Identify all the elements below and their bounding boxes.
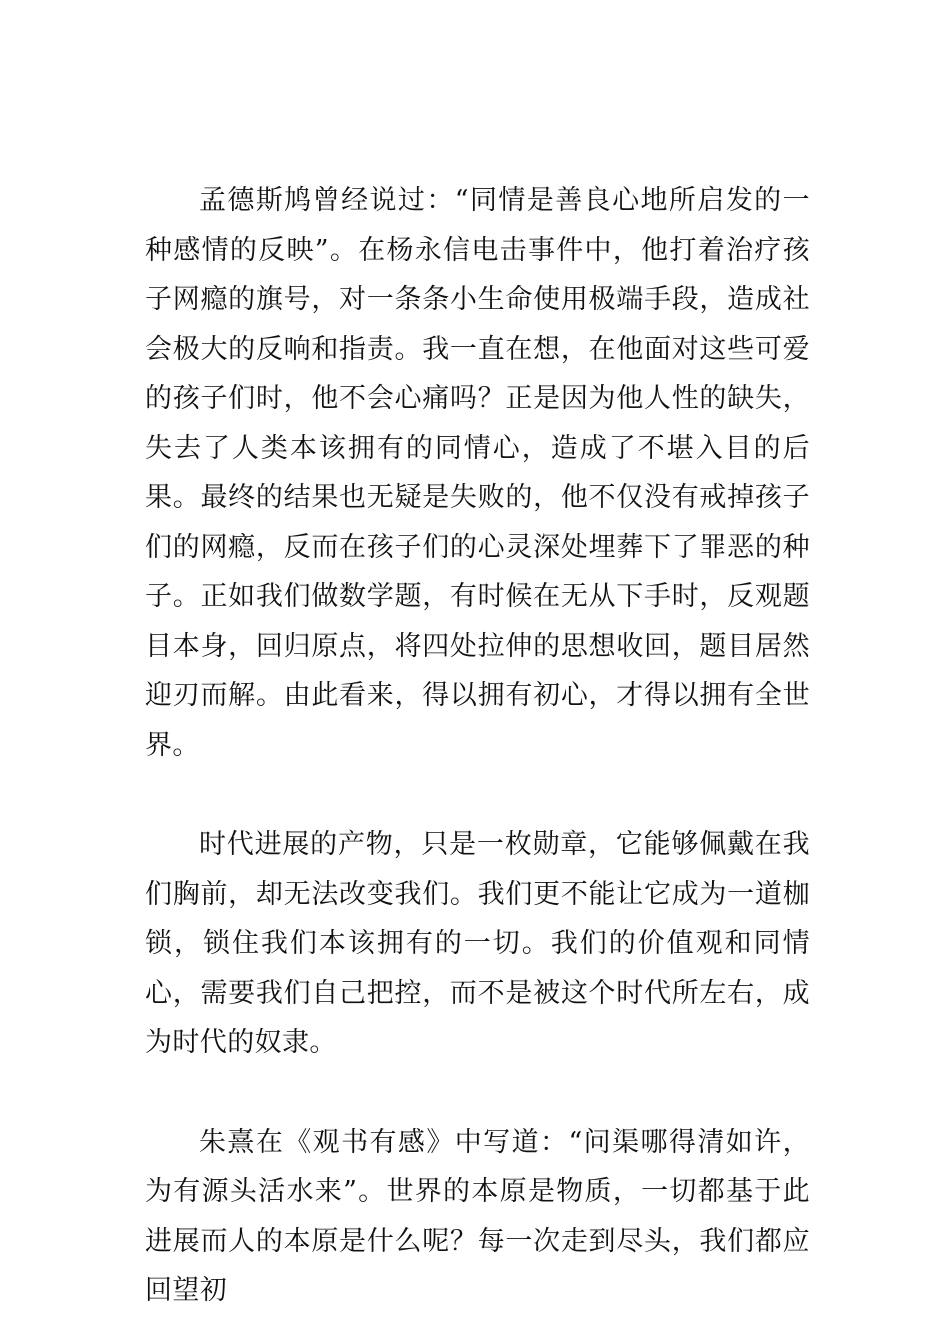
- paragraph-spacer: [145, 1068, 810, 1118]
- paragraph-2: 时代进展的产物，只是一枚勋章，它能够佩戴在我们胸前，却无法改变我们。我们更不能让它成为一道枷锁，锁住我们本该拥有的一切。我们的价值观和同情心，需要我们自己把控，而不是被这个时代所左右，成为时代的奴隶。: [145, 829, 810, 1058]
- paragraph-3: 朱熹在《观书有感》中写道：“问渠哪得清如许，为有源头活水来”。世界的本原是物质，一切都基于此进展而人的本原是什么呢？每一次走到尽头，我们都应回望初: [145, 1126, 810, 1306]
- paragraph-1: 孟德斯鸠曾经说过：“同情是善良心地所启发的一种感情的反映”。在杨永信电击事件中，他打着治疗孩子网瘾的旗号，对一条条小生命使用极端手段，造成社会极大的反响和指责。我一直在想，在他面对这些可爱的孩子们时，他不会心痛吗？正是因为他人性的缺失，失去了人类本该拥有的同情心，造成了不堪入目的后果。最终的结果也无疑是失败的，他不仅没有戒掉孩子们的网瘾，反而在孩子们的心灵深处埋葬下了罪恶的种子。正如我们做数学题，有时候在无从下手时，反观题目本身，回归原点，将四处拉伸的思想收回，题目居然迎刃而解。由此看来，得以拥有初心，才得以拥有全世界。: [145, 185, 810, 761]
- document-body: [145, 176, 810, 1316]
- paragraph-spacer: [145, 770, 810, 820]
